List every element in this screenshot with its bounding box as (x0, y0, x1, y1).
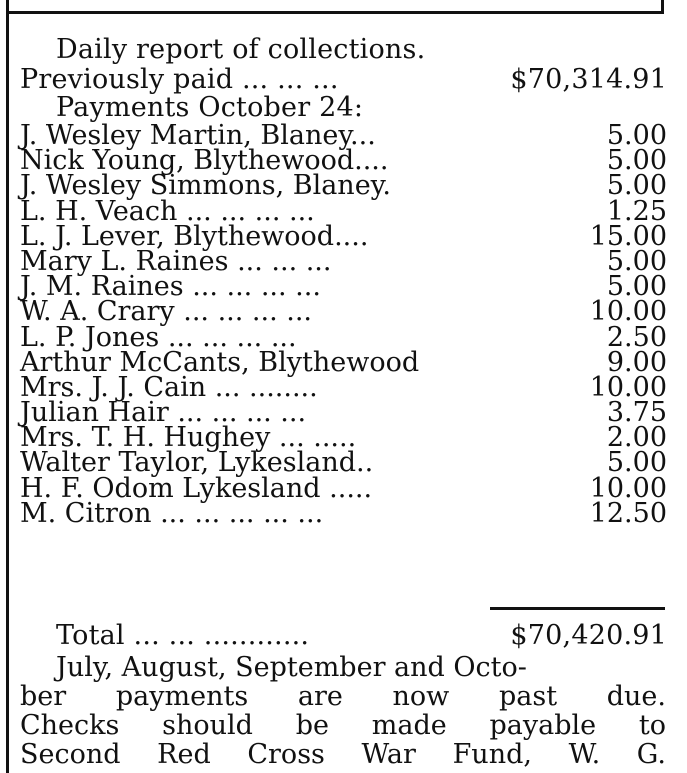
notice-line: Second Red Cross War Fund, W. G. (20, 739, 666, 770)
payer-name: L. J. Lever, Blythewood.... (20, 220, 369, 252)
payment-amount: 5.00 (606, 447, 667, 479)
payment-amount: 5.00 (606, 245, 667, 277)
payment-row (0, 120, 687, 151)
payment-amount: 1.25 (606, 195, 667, 227)
payment-amount: 9.00 (606, 346, 667, 378)
notice-line: ber payments are now past due. (20, 681, 666, 712)
payment-amount: 10.00 (589, 472, 667, 504)
payment-amount: 15.00 (589, 220, 667, 252)
payment-amount: 5.00 (606, 145, 667, 177)
payment-row (0, 271, 687, 303)
payer-name: Julian Hair ... ... ... ... (20, 397, 307, 429)
payment-amount: 2.50 (606, 321, 667, 353)
payment-row (0, 472, 687, 504)
payment-row (0, 397, 687, 429)
total-rule (490, 607, 665, 610)
payment-amount: 5.00 (606, 170, 667, 202)
payer-name: Mrs. J. J. Cain ... ........ (20, 371, 318, 403)
total-label: Total ... ... ............ (56, 620, 310, 651)
total-amount: $70,420.91 (510, 620, 667, 651)
payment-row (0, 170, 687, 202)
payment-row (0, 145, 687, 177)
payment-row (0, 321, 687, 353)
payer-name: Arthur McCants, Blythewood (20, 346, 420, 378)
previously-paid-label: Previously paid ... ... ... (20, 64, 339, 95)
payments-subheading: Payments October 24: (56, 92, 364, 123)
payer-name: M. Citron ... ... ... ... ... (20, 497, 324, 529)
notice-line: July, August, September and Octo- (56, 652, 527, 683)
payment-row (0, 497, 687, 529)
payment-row (0, 447, 687, 479)
payment-amount: 10.00 (589, 371, 667, 403)
payment-row (0, 195, 687, 227)
payer-name: Walter Taylor, Lykesland.. (20, 447, 374, 479)
payer-name: Nick Young, Blythewood.... (20, 145, 389, 177)
payment-amount: 12.50 (589, 497, 667, 529)
payment-amount: 10.00 (589, 296, 667, 328)
payer-name: H. F. Odom Lykesland ..... (20, 472, 373, 504)
payer-name: Mary L. Raines ... ... ... (20, 245, 332, 277)
payment-row (0, 346, 687, 378)
notice-line: Checks should be made payable to (20, 710, 666, 741)
payer-name: J. Wesley Simmons, Blaney. (20, 170, 391, 202)
payer-name: J. M. Raines ... ... ... ... (20, 271, 321, 303)
payment-amount: 5.00 (606, 271, 667, 303)
payment-amount: 5.00 (606, 120, 667, 151)
payer-name: Mrs. T. H. Hughey ... ..... (20, 422, 357, 454)
notice-paragraph (20, 653, 666, 769)
payment-row (0, 296, 687, 328)
payment-amount: 2.00 (606, 422, 667, 454)
payer-name: L. H. Veach ... ... ... ... (20, 195, 315, 227)
previously-paid-amount: $70,314.91 (510, 64, 667, 95)
report-heading: Daily report of collections. (56, 34, 426, 65)
payer-name: J. Wesley Martin, Blaney... (20, 120, 376, 151)
payment-row (0, 220, 687, 252)
payment-amount: 3.75 (606, 397, 667, 429)
payment-row (0, 422, 687, 454)
payment-row (0, 245, 687, 277)
box-frame-bottom (6, 0, 664, 14)
payment-row (0, 371, 687, 403)
payments-list (0, 120, 687, 529)
payer-name: W. A. Crary ... ... ... ... (20, 296, 313, 328)
payer-name: L. P. Jones ... ... ... ... (20, 321, 297, 353)
